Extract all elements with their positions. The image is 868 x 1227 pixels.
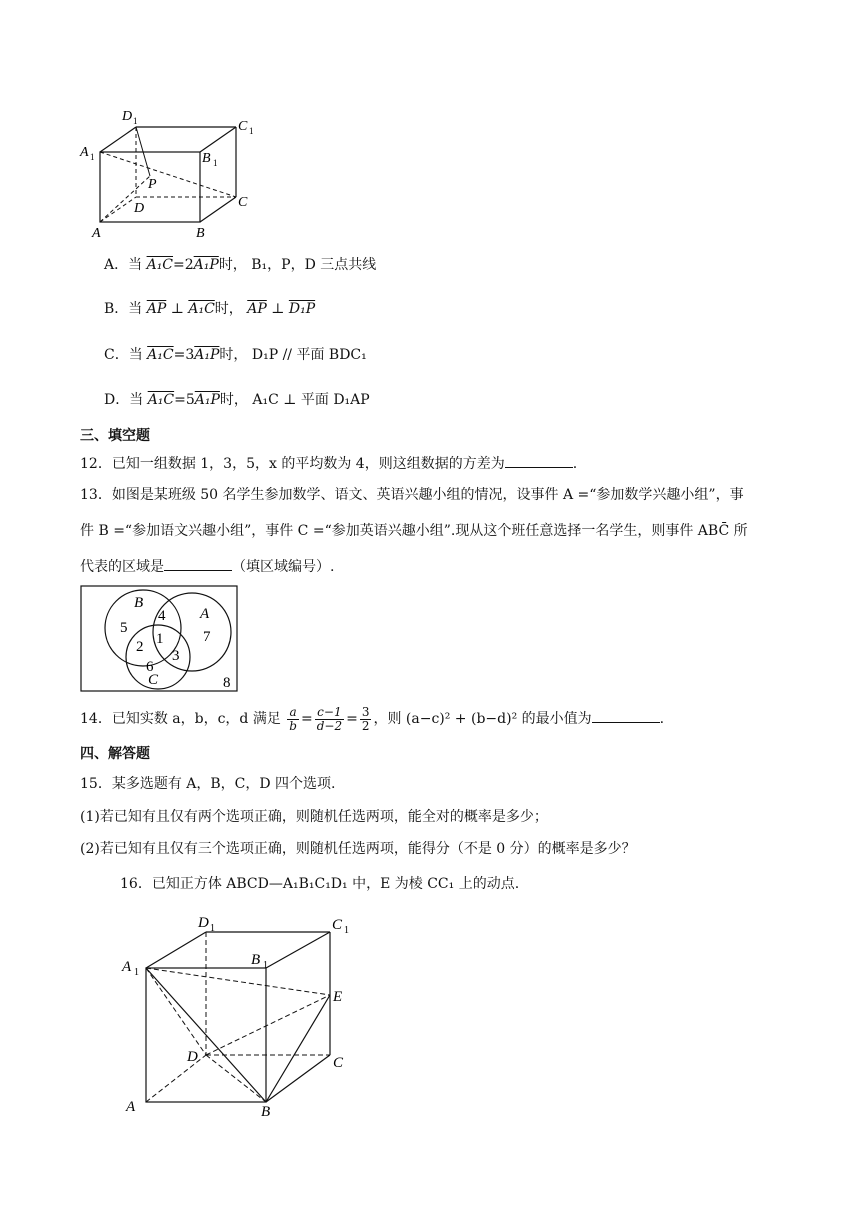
label-a1: A (80, 145, 89, 160)
label-d1-sub: 1 (133, 116, 138, 126)
option-a: A．当 A₁C=2A₁P时， B₁，P，D 三点共线 (104, 257, 377, 273)
label-b1-sub: 1 (213, 158, 218, 168)
section-title-solutions: 四、解答题 (80, 746, 150, 762)
label-e: E (333, 989, 343, 1005)
label-d: D (187, 1049, 198, 1065)
circle-a (153, 593, 231, 671)
label-c1-sub: 1 (249, 126, 254, 136)
label-c1: C (238, 119, 248, 134)
label-c: C (238, 195, 248, 210)
label-a1: A (122, 959, 132, 975)
label-d1: D (198, 915, 209, 931)
label-c1-sub: 1 (344, 925, 349, 936)
option-b: B．当 $\overline{AP}$ ⊥ A₁C时， $\overline{AP}$ ⊥ D₁P (104, 301, 316, 317)
label-c1: C (332, 917, 343, 933)
question-15-line-1: 15．某多选题有 A，B，C，D 四个选项. (80, 776, 336, 792)
label-b1: B (202, 151, 211, 166)
fraction-3-over-2: $\frac{3}{2}$ (361, 704, 370, 733)
set-label-b: B (134, 595, 144, 611)
question-13-line-2: 件 B =“参加语文兴趣小组”，事件 C =“参加英语兴趣小组”.现从这个班任意选择一名学生，则事件 ABC̄ 所 (80, 523, 748, 539)
region-7: 7 (203, 629, 211, 645)
region-1: 1 (156, 631, 164, 647)
label-a: A (92, 226, 101, 241)
answer-blank-14 (592, 708, 660, 723)
label-b1: B (251, 952, 261, 968)
label-b: B (261, 1104, 271, 1120)
question-14: 14．已知实数 a，b，c，d 满足 $\frac{a}{b}$ = $\frac{c-1}{d-2}$ = $\frac{3}{2}$ ，则 (a−c)² + (b−d)² 的最小值为 . (80, 704, 665, 733)
label-p: P (148, 177, 157, 192)
label-b: B (196, 226, 205, 241)
question-13-line-3: 代表的区域是 （填区域编号）. (80, 556, 334, 577)
question-12: 12．已知一组数据 1，3，5，x 的平均数为 4，则这组数据的方差为 . (80, 453, 577, 474)
label-a1-sub: 1 (90, 152, 95, 162)
label-d1-sub: 1 (210, 923, 215, 934)
figure-cube (118, 905, 368, 1120)
label-d: D (134, 201, 145, 216)
question-16-line-1: 16．已知正方体 ABCD—A₁B₁C₁D₁ 中，E 为棱 CC₁ 上的动点. (120, 876, 520, 892)
label-b1-sub: 1 (263, 960, 268, 971)
question-15-line-2: (1)若已知有且仅有两个选项正确，则随机任选两项，能全对的概率是多少； (80, 809, 548, 825)
region-8: 8 (223, 675, 231, 691)
question-15-line-3: (2)若已知有且仅有三个选项正确，则随机任选两项，能得分（不是 0 分）的概率是多少？ (80, 841, 636, 857)
label-d1: D (122, 109, 133, 124)
option-c: C．当 A₁C=3A₁P时， D₁P // 平面 BDC₁ (104, 347, 367, 363)
question-13-line-1: 13．如图是某班级 50 名学生参加数学、语文、英语兴趣小组的情况，设事件 A =“参加数学兴趣小组”，事 (80, 487, 744, 503)
region-4: 4 (158, 608, 166, 624)
set-label-c: C (148, 672, 159, 688)
fraction-a-over-b: $\frac{a}{b}$ (289, 704, 297, 733)
figure-box (78, 100, 278, 245)
region-3: 3 (172, 648, 180, 664)
label-c: C (333, 1055, 344, 1071)
section-title-fill-in: 三、填空题 (80, 428, 150, 444)
set-label-a: A (200, 606, 210, 622)
region-6: 6 (146, 659, 154, 675)
answer-blank-12 (505, 453, 573, 468)
fraction-c-over-d: $\frac{c-1}{d-2}$ (316, 704, 343, 733)
region-5: 5 (120, 620, 128, 636)
option-d: D．当 A₁C=5A₁P时， A₁C ⊥ 平面 D₁AP (104, 392, 370, 408)
answer-blank-13 (164, 556, 232, 571)
label-a1-sub: 1 (134, 967, 139, 978)
label-a: A (126, 1099, 136, 1115)
venn-diagram (80, 585, 240, 693)
region-2: 2 (136, 639, 144, 655)
